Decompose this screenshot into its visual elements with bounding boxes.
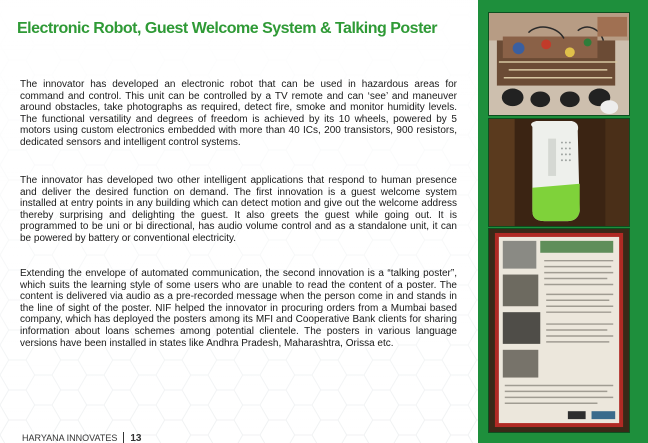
paragraph-talking-poster: Extending the envelope of automated communication, the second innovation is a “talking poster”, which suits the learning style of some users who are unable to read the content of a poster. The content is delivered via audio as a pre-recorded message when the person come in and stands in the line of sight of the poster. NIF helped the innovator in procuring orders from a Mumbai based company, which has deployed the posters among its MFI and Cooperative Bank clients for sharing information about loans schemes among potential clientele. The posters in various language versions have been installed in states like Andhra Pradesh, Maharashtra, Orissa etc. (20, 268, 457, 349)
talking-poster-photo (488, 228, 630, 433)
footer-label: HARYANA INNOVATES (22, 433, 118, 443)
page-footer (22, 432, 141, 443)
page-title: Electronic Robot, Guest Welcome System & Talking Poster (17, 20, 438, 37)
footer-separator (123, 432, 124, 443)
page-number: 13 (130, 432, 142, 443)
paragraph-guest-welcome: The innovator has developed two other intelligent applications that respond to human presence and deliver the desired function on demand. The first innovation is a guest welcome system installed at entry points in any building which can detect motion and give out the welcome address thereby surprising and delighting the guest. It also greets the guest while going out. It is programmed to be uni or bi directional, has audio volume control and as a standalone unit, it can be powered by battery or conventional electricity. (20, 175, 457, 244)
guest-welcome-device-photo (488, 118, 630, 227)
robot-photo (488, 12, 630, 116)
paragraph-robot: The innovator has developed an electronic robot that can be used in hazardous areas for command and control. This unit can be controlled by a TV remote and can ‘see’ and maneuver around obstacles, take photographs as required, detect fire, smoke and monitor humidity levels. The functional versatility and degrees of freedom is achieved by its 10 wheels, powered by 5 motors using custom electronics embedded with more than 40 ICs, 200 transistors, 900 resistors, dedicated sensors and intelligent control systems. (20, 79, 457, 148)
